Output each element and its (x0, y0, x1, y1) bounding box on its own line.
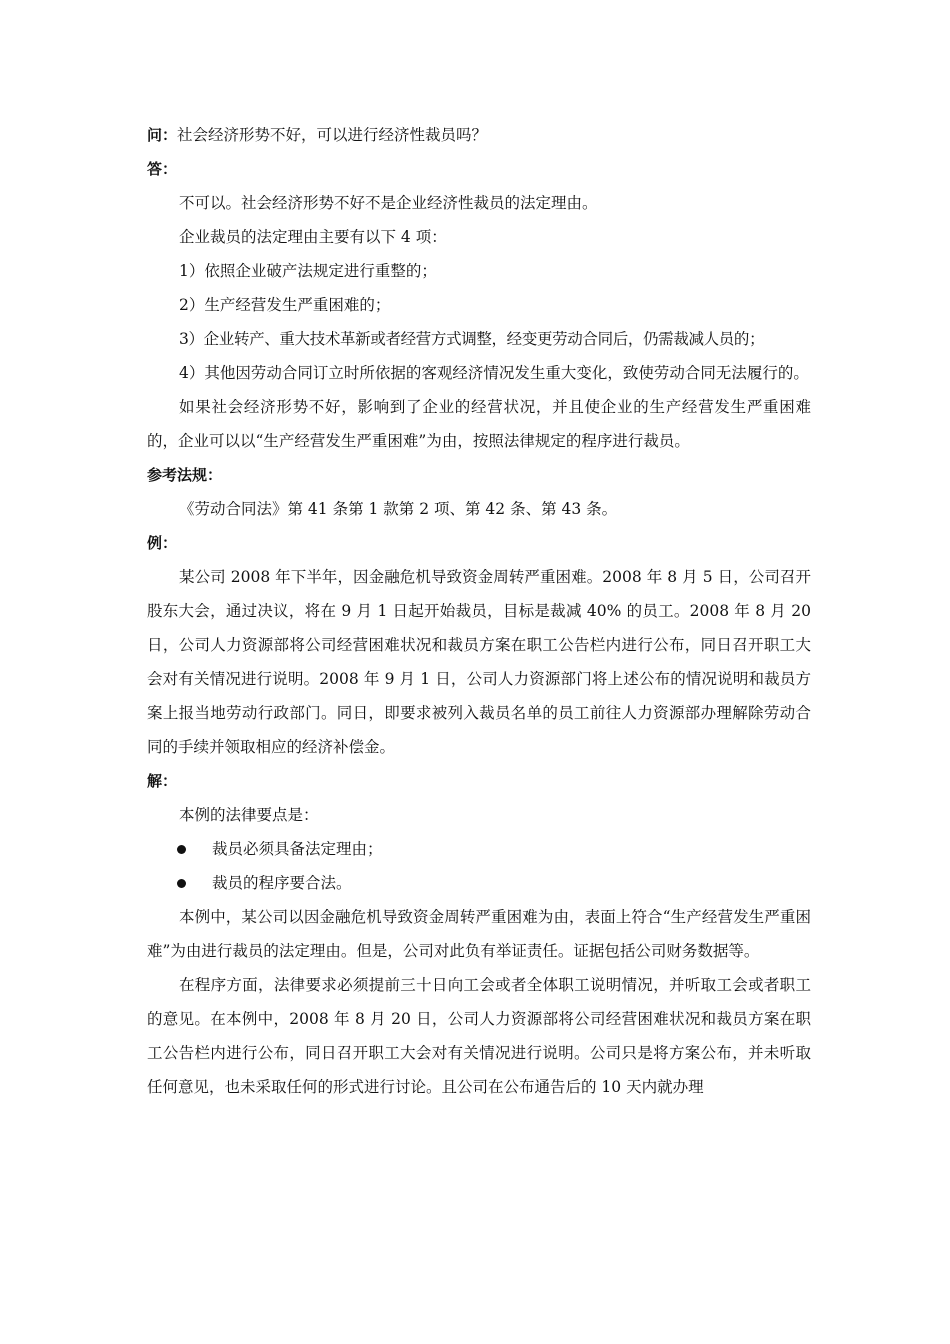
reference-text: 《劳动合同法》第 41 条第 1 款第 2 项、第 42 条、第 43 条。 (179, 500, 618, 518)
answer-list-item: 1）依照企业破产法规定进行重整的； (179, 262, 437, 280)
question-text: 社会经济形势不好，可以进行经济性裁员吗？ (177, 126, 488, 144)
analysis-label: 解： (147, 772, 178, 790)
bullet-item (147, 866, 811, 900)
answer-label: 答： (147, 160, 178, 178)
reference-heading (147, 458, 811, 492)
answer-list-item: 2）生产经营发生严重困难的； (179, 296, 391, 314)
example-label: 例： (147, 534, 178, 552)
bullet-text: 裁员必须具备法定理由； (212, 840, 383, 858)
answer-list-item: 4）其他因劳动合同订立时所依据的客观经济情况发生重大变化，致使劳动合同无法履行的。 (179, 364, 809, 382)
bullet-icon (177, 879, 186, 888)
bullet-icon (177, 845, 186, 854)
analysis-paragraph: 本例中，某公司以因金融危机导致资金周转严重困难为由，表面上符合“生产经营发生严重困难”为由进行裁员的法定理由。但是，公司对此负有举证责任。证据包括公司财务数据等。 (147, 908, 811, 960)
analysis-heading (147, 764, 811, 798)
answer-heading (147, 152, 811, 186)
bullet-text: 裁员的程序要合法。 (212, 874, 352, 892)
answer-list-item: 3）企业转产、重大技术革新或者经营方式调整，经变更劳动合同后，仍需裁减人员的； (179, 330, 765, 348)
document-body (147, 118, 811, 1104)
question-line (147, 118, 811, 152)
reference-label: 参考法规： (147, 466, 223, 484)
analysis-paragraph: 在程序方面，法律要求必须提前三十日向工会或者全体职工说明情况，并听取工会或者职工的意见。在本例中，2008 年 8 月 20 日，公司人力资源部将公司经营困难状况和裁员方案在职工公告栏内进行公布，同日召开职工大会对有关情况进行说明。公司只是将方案公布，并未听取任何意见，也未采取任何的形式进行讨论。且公司在公布通告后的 10 天内就办理 (147, 976, 811, 1096)
analysis-intro: 本例的法律要点是： (179, 806, 319, 824)
example-text: 某公司 2008 年下半年，因金融危机导致资金周转严重困难。2008 年 8 月 5 日，公司召开股东大会，通过决议，将在 9 月 1 日起开始裁员，目标是裁减 40% 的员工。2008 年 8 月 20 日，公司人力资源部将公司经营困难状况和裁员方案在职工公告栏内进行公布，同日召开职工大会对有关情况进行说明。2008 年 9 月 1 日，公司人力资源部门将上述公布的情况说明和裁员方案上报当地劳动行政部门。同日，即要求被列入裁员名单的员工前往人力资源部办理解除劳动合同的手续并领取相应的经济补偿金。 (147, 568, 811, 756)
answer-paragraph: 如果社会经济形势不好，影响到了企业的经营状况，并且使企业的生产经营发生严重困难的，企业可以以“生产经营发生严重困难”为由，按照法律规定的程序进行裁员。 (147, 398, 811, 450)
bullet-item (147, 832, 811, 866)
question-label: 问： (147, 126, 178, 144)
example-heading (147, 526, 811, 560)
answer-paragraph: 企业裁员的法定理由主要有以下 4 项： (179, 228, 447, 246)
answer-paragraph: 不可以。社会经济形势不好不是企业经济性裁员的法定理由。 (179, 194, 598, 212)
